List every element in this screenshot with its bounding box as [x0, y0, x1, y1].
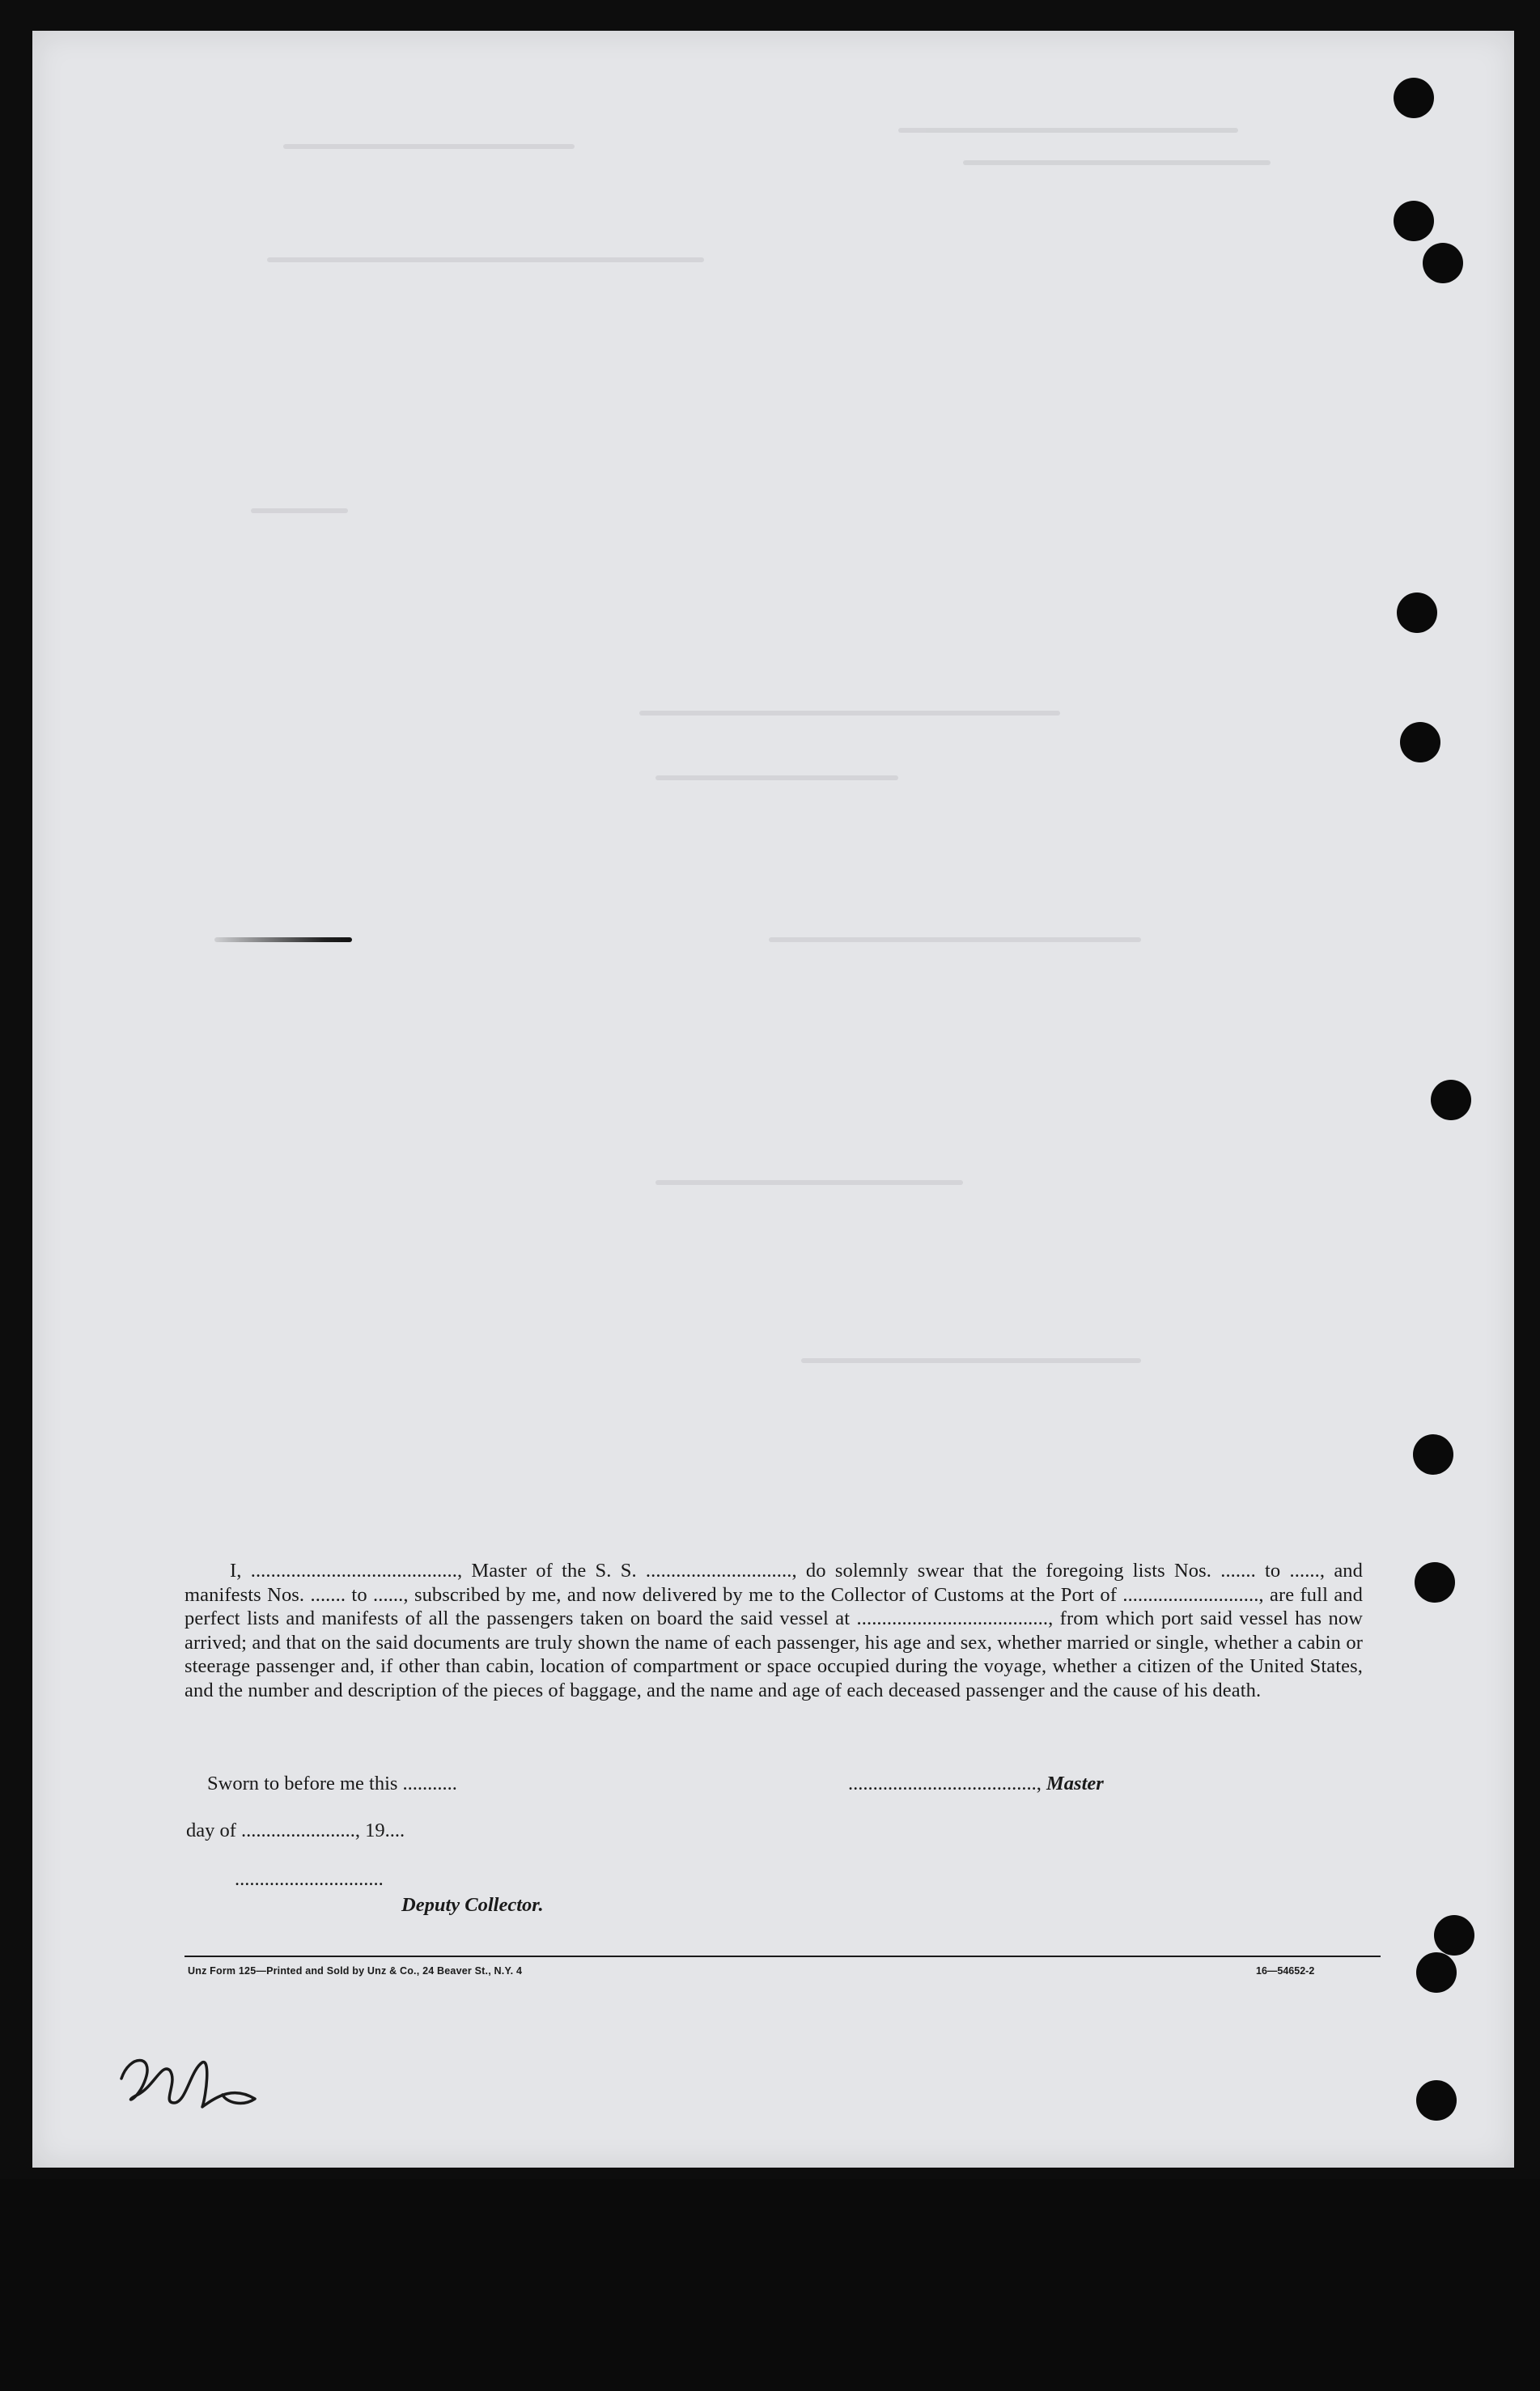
form-number: 16—54652-2: [1256, 1965, 1315, 1977]
punch-hole: [1423, 243, 1463, 283]
sworn-line: Sworn to before me this ...........: [207, 1773, 457, 1794]
bleed-through-text: [235, 128, 1449, 1423]
master-label: Master: [1046, 1773, 1104, 1794]
punch-hole: [1415, 1562, 1455, 1603]
punch-hole: [1397, 592, 1437, 633]
punch-hole: [1434, 1915, 1474, 1956]
form-imprint: Unz Form 125—Printed and Sold by Unz & Co., 24 Beaver St., N.Y. 4: [188, 1965, 523, 1977]
master-signature-line: [848, 1773, 1104, 1795]
handwritten-initials: [113, 2046, 275, 2119]
ink-mark: [214, 937, 352, 942]
punch-hole: [1416, 1952, 1457, 1993]
oath-paragraph: [185, 1559, 1363, 1702]
footer-rule: [185, 1956, 1381, 1957]
punch-hole: [1413, 1434, 1453, 1475]
punch-hole: [1394, 201, 1434, 241]
punch-hole: [1400, 722, 1440, 762]
punch-hole: [1416, 2080, 1457, 2121]
punch-hole: [1431, 1080, 1471, 1120]
punch-hole: [1394, 78, 1434, 118]
oath-text: I, ........................................., Master of the S. S. ............................., do solemnly swear that the foregoing lists Nos. ....... to ......, and manifests Nos. ....... to ......, subscribed by me, and now delivered by me to the Collector of Customs at the Port of ..........................., are full and perfect lists and manifests of all the passengers taken on board the said vessel at ......................................, from which port said vessel has now arrived; and that on the said documents are truly shown the name of each passenger, his age and sex, whether married or single, whether a cabin or steerage passenger and, if other than cabin, location of compartment or space occupied during the voyage, whether a citizen of the United States, and the number and description of the pieces of baggage, and the name and age of each deceased passenger and the cause of his death.: [185, 1560, 1363, 1701]
master-dots: ......................................,: [848, 1773, 1042, 1794]
document-page: [32, 31, 1514, 2168]
deputy-signature-dots: ..............................: [235, 1868, 384, 1890]
day-of-line: day of ......................., 19....: [186, 1820, 405, 1841]
deputy-collector-label: Deputy Collector.: [401, 1894, 544, 1916]
scan-background: [0, 2179, 1540, 2391]
